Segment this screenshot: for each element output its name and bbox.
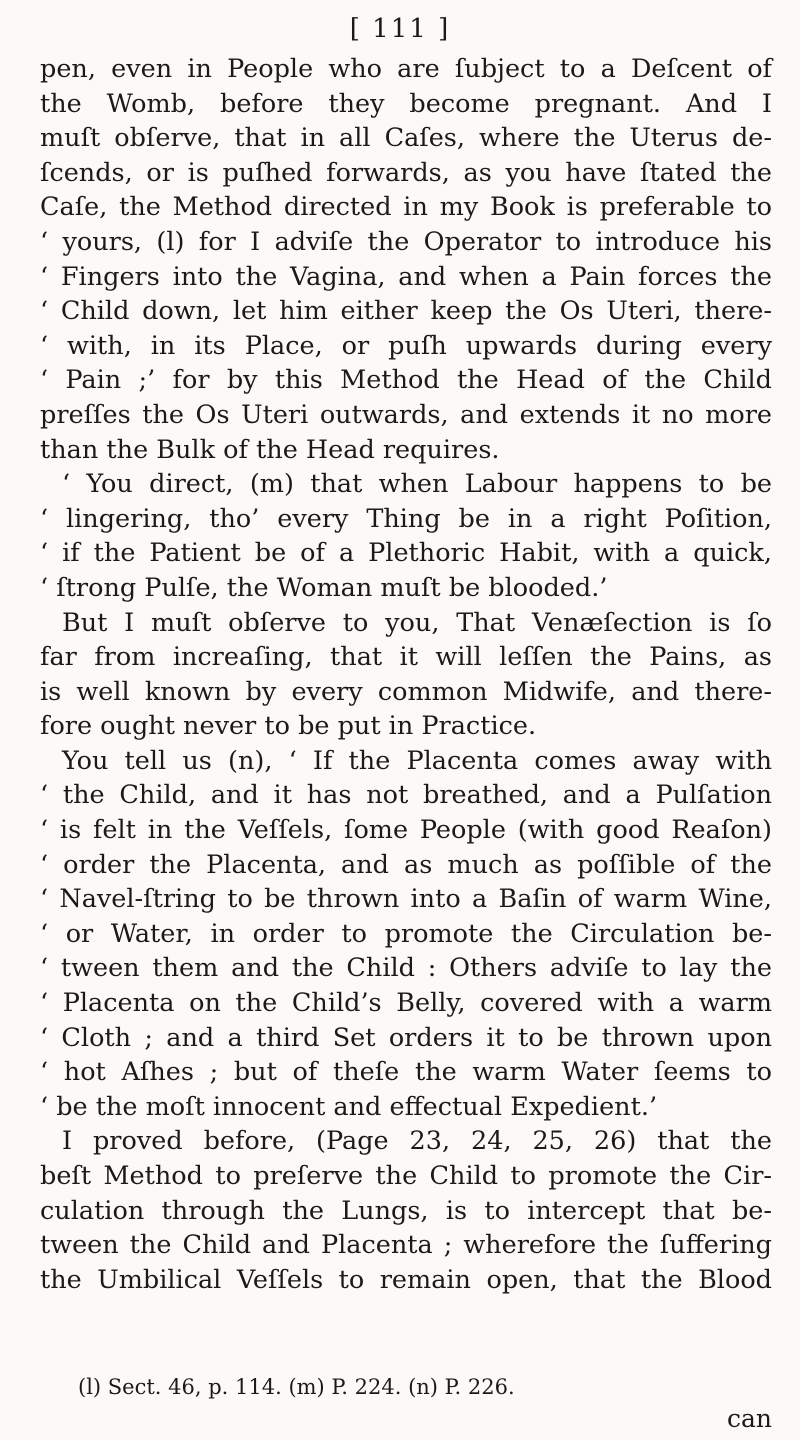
footnotes: (l) Sect. 46, p. 114. (m) P. 224. (n) P. 226. (78, 1375, 515, 1399)
text-line: than the Bulk of the Head requires. (40, 434, 500, 465)
text-line: ‘ lingering, tho’ every Thing be in a right Poſition, (40, 503, 772, 534)
text-line: pen, even in People who are ſubject to a Deſcent of (40, 54, 772, 84)
text-line: the Womb, before they become pregnant. And I (40, 88, 772, 119)
text-line: ‘ or Water, in order to promote the Circulation be- (40, 918, 772, 949)
text-line: ‘ Pain ;’ for by this Method the Head of the Child (40, 365, 772, 396)
text-line: ‘ Cloth ; and a third Set orders it to be thrown upon (40, 1022, 772, 1053)
text-line: ſcends, or is puſhed forwards, as you have ſtated the (40, 157, 772, 188)
text-line: ‘ if the Patient be of a Plethoric Habit, with a quick, (40, 538, 772, 569)
page-number-header: [ 111 ] (349, 14, 451, 44)
text-line: fore ought never to be put in Practice. (40, 711, 537, 742)
text-line: You tell us (n), ‘ If the Placenta comes away with (62, 745, 772, 776)
text-line: Caſe, the Method directed in my Book is preferable to (40, 192, 772, 223)
text-line: ‘ Child down, let him either keep the Os Uteri, there- (40, 296, 772, 327)
text-line: muſt obſerve, that in all Caſes, where the Uterus de- (40, 123, 772, 154)
text-line: the Umbilical Veſſels to remain open, that the Blood (40, 1264, 772, 1295)
text-line: culation through the Lungs, is to intercept that be- (40, 1195, 772, 1226)
text-line: ‘ tween them and the Child : Others adviſe to lay the (40, 953, 772, 984)
text-line: ‘ Navel-ſtring to be thrown into a Baſin of warm Wine, (40, 884, 772, 915)
text-line: preſſes the Os Uteri outwards, and extends it no more (40, 399, 772, 430)
text-line: ‘ the Child, and it has not breathed, and a Pulſation (40, 780, 772, 811)
text-line: is well known by every common Midwife, and there- (40, 676, 772, 707)
text-line: tween the Child and Placenta ; wherefore the ſuffering (40, 1230, 772, 1261)
text-line: ‘ Placenta on the Child’s Belly, covered with a warm (40, 988, 772, 1019)
text-line: ‘ Fingers into the Vagina, and when a Pain forces the (40, 261, 772, 292)
text-line: ‘ be the moſt innocent and effectual Expedient.’ (40, 1091, 658, 1122)
text-line: But I muſt obſerve to you, That Venæſection is ſo (62, 607, 772, 638)
text-line: ‘ ſtrong Pulſe, the Woman muſt be blooded.’ (40, 572, 608, 603)
text-line: far from increaſing, that it will leſſen the Pains, as (40, 642, 772, 673)
text-line: I proved before, (Page 23, 24, 25, 26) that the (62, 1126, 772, 1157)
text-line: ‘ yours, (l) for I adviſe the Operator to introduce his (40, 226, 772, 257)
body-text (40, 52, 772, 1297)
text-line: beſt Method to preſerve the Child to promote the Cir- (40, 1161, 772, 1191)
catchword: can (726, 1404, 772, 1433)
text-line: ‘ with, in its Place, or puſh upwards during every (40, 330, 772, 361)
text-line: ‘ hot Aſhes ; but of theſe the warm Water ſeems to (40, 1057, 772, 1088)
text-line: ‘ is felt in the Veſſels, ſome People (with good Reaſon) (40, 815, 772, 846)
text-line: ‘ You direct, (m) that when Labour happens to be (62, 469, 772, 500)
text-line: ‘ order the Placenta, and as much as poſſible of the (40, 849, 772, 880)
